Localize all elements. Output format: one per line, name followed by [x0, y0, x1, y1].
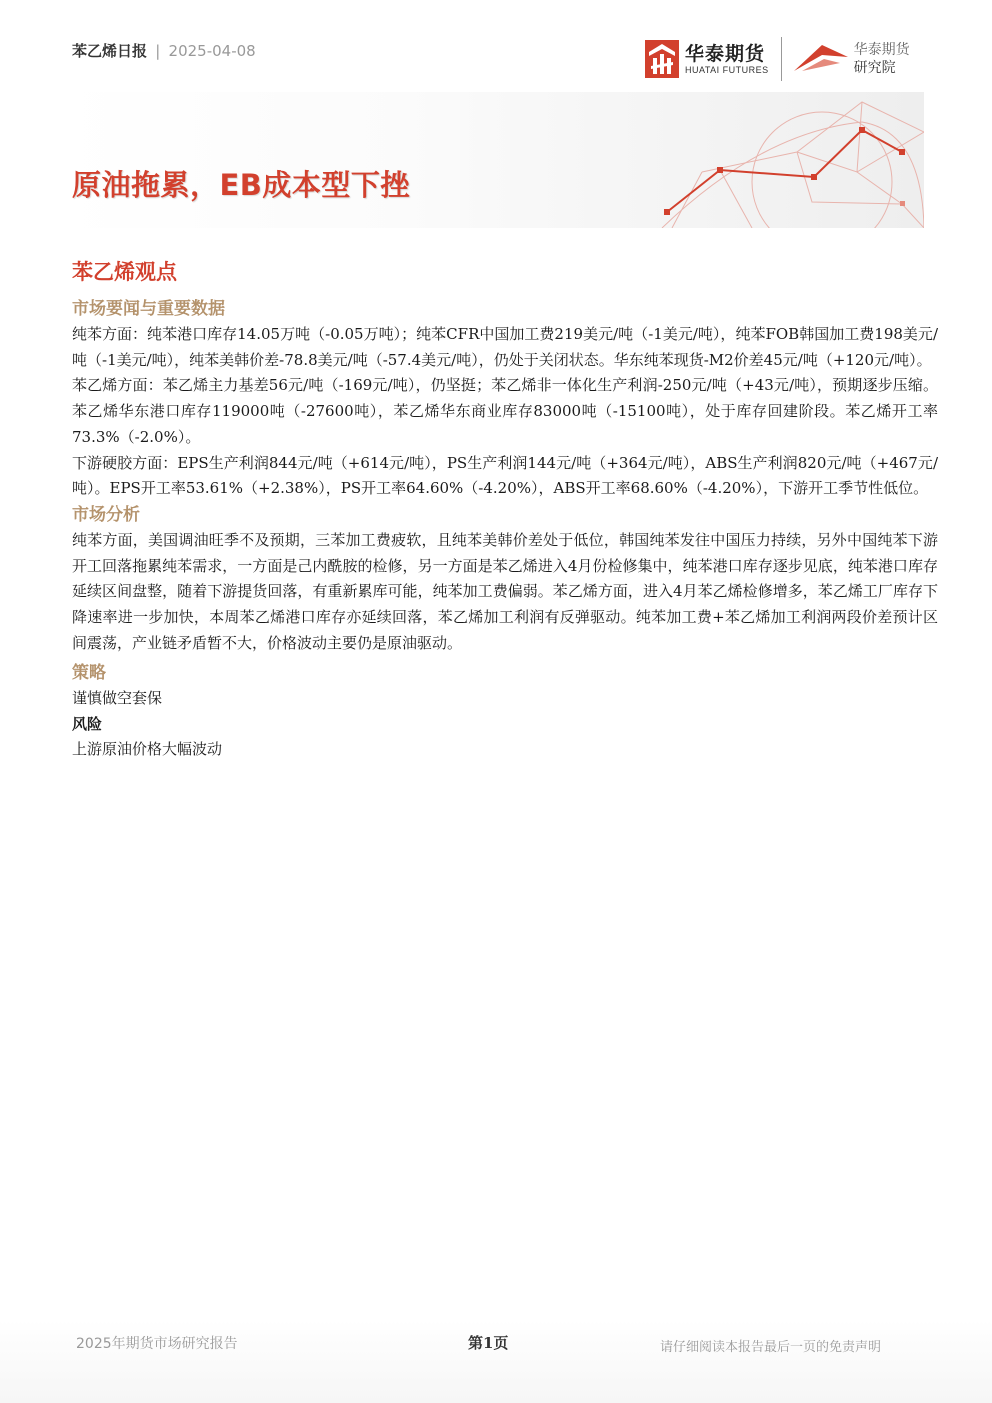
- page-number: 第1页: [468, 1334, 509, 1352]
- huatai-logo-icon: [645, 40, 679, 78]
- strategy-text: 谨慎做空套保: [72, 689, 163, 708]
- analysis-heading: 市场分析: [72, 504, 140, 525]
- company-name-en: HUATAI FUTURES: [685, 65, 769, 75]
- institute-logo-icon: [792, 41, 850, 77]
- logo-divider: [781, 37, 782, 81]
- company-name-cn: 华泰期货: [685, 43, 766, 65]
- news-heading: 市场要闻与重要数据: [72, 299, 225, 319]
- strategy-heading: 策略: [72, 663, 106, 684]
- news-paragraph-styrene: 苯乙烯方面：苯乙烯主力基差56元/吨（-169元/吨），仍坚挺；苯乙烯非一体化生产利润-250元/吨（+43元/吨），预期逐步压缩。苯乙烯华东港口库存119000吨（-27600吨），苯乙烯华东商业库存83000吨（-15100吨），处于库存回建阶段。苯乙烯开工率73.3%（-2.0%）。: [72, 376, 938, 446]
- network-graphic: [62, 92, 924, 228]
- risk-heading: 风险: [72, 715, 103, 734]
- news-paragraph-downstream: 下游硬胶方面：EPS生产利润844元/吨（+614元/吨），PS生产利润144元/吨（+364元/吨），ABS生产利润820元/吨（+467元/吨）。EPS开工率53.61%（+2.38%），PS开工率64.60%（-4.20%），ABS开工率68.60%（-4.20%），下游开工季节性低位。: [72, 453, 938, 498]
- report-title: 原油拖累，EB成本型下挫: [72, 168, 410, 202]
- report-header: [72, 40, 256, 61]
- header-separator: |: [155, 42, 161, 60]
- analysis-paragraph: 纯苯方面，美国调油旺季不及预期，三苯加工费疲软，且纯苯美韩价差处于低位，韩国纯苯发往中国压力持续，另外中国纯苯下游开工回落拖累纯苯需求，一方面是己内酰胺的检修，另一方面是苯乙烯进入4月份检修集中，纯苯港口库存逐步见底，纯苯港口库存延续区间盘整，随着下游提货回落，有重新累库可能，纯苯加工费偏弱。苯乙烯方面，进入4月苯乙烯检修增多，苯乙烯工厂库存下降速率进一步加快，本周苯乙烯港口库存亦延续回落，苯乙烯加工利润有反弹驱动。纯苯加工费+苯乙烯加工利润两段价差预计区间震荡，产业链矛盾暂不大，价格波动主要仍是原油驱动。: [72, 530, 938, 652]
- report-date: 2025-04-08: [168, 42, 256, 60]
- institute-line-2: 研究院: [853, 60, 896, 76]
- company-logo: [645, 36, 910, 82]
- risk-text: 上游原油价格大幅波动: [72, 740, 223, 759]
- report-name: 苯乙烯日报: [72, 42, 148, 60]
- report-body: [72, 256, 938, 763]
- title-banner: [62, 92, 924, 228]
- news-paragraph-benzene: 纯苯方面：纯苯港口库存14.05万吨（-0.05万吨）；纯苯CFR中国加工费219美元/吨（-1美元/吨），纯苯FOB韩国加工费198美元/吨（-1美元/吨），纯苯美韩价差-78.8美元/吨（-57.4美元/吨），仍处于关闭状态。华东纯苯现货-M2价差45元/吨（+120元/吨）。: [72, 325, 938, 369]
- institute-line-1: 华泰期货: [853, 42, 910, 58]
- viewpoint-heading: 苯乙烯观点: [72, 260, 177, 284]
- footer-report-series: 2025年期货市场研究报告: [76, 1336, 238, 1352]
- disclaimer-note: 请仔细阅读本报告最后一页的免责声明: [660, 1340, 882, 1355]
